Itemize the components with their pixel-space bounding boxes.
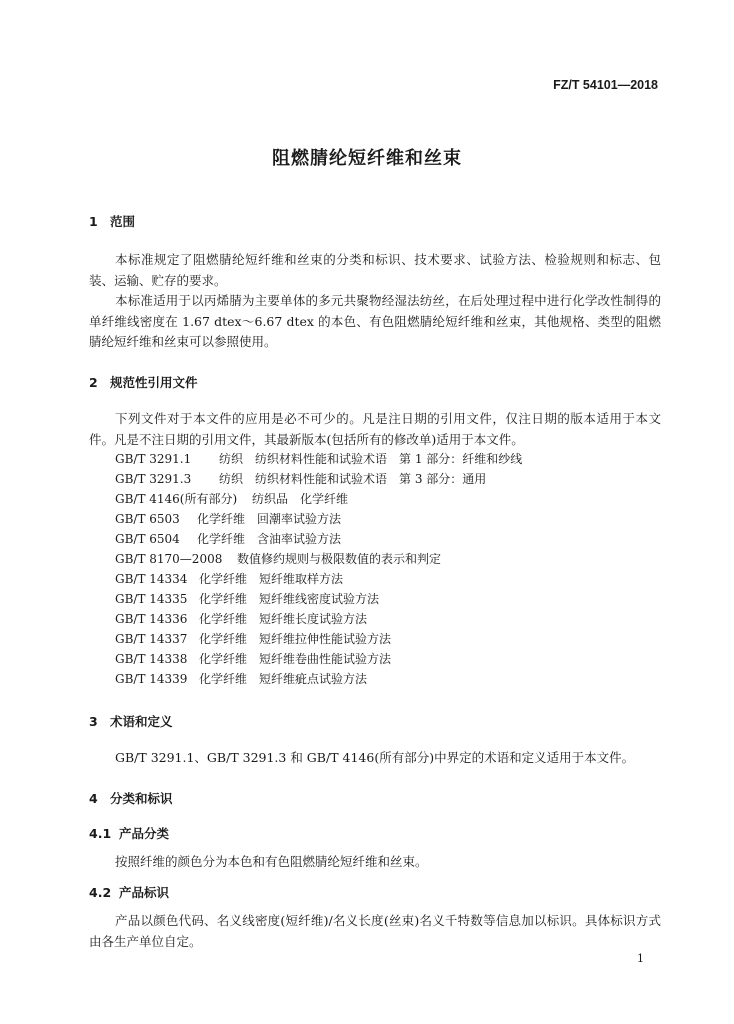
subsection-number: 4.1 <box>89 826 112 841</box>
subsection-title: 产品标识 <box>119 885 170 900</box>
reference-title: 纺织 纺织材料性能和试验术语 第 1 部分：纤维和纱线 <box>219 452 523 466</box>
reference-item <box>115 509 341 529</box>
reference-code: GB/T 3291.1 <box>115 452 192 466</box>
reference-code: GB/T 14338 <box>115 652 188 666</box>
reference-title: 化学纤维 短纤维取样方法 <box>199 572 344 586</box>
section-4-heading <box>89 789 173 807</box>
section-3-heading <box>89 712 173 730</box>
reference-title: 化学纤维 含油率试验方法 <box>197 532 342 546</box>
reference-item <box>115 589 379 609</box>
reference-title: 纺织 纺织材料性能和试验术语 第 3 部分：通用 <box>219 472 487 486</box>
section-number: 3 <box>89 714 98 729</box>
reference-code: GB/T 8170—2008 <box>115 552 223 566</box>
section-title: 分类和标识 <box>110 791 173 806</box>
reference-code: GB/T 14334 <box>115 572 188 586</box>
reference-item <box>115 529 341 549</box>
section-1-paragraph-1: 本标准规定了阻燃腈纶短纤维和丝束的分类和标识、技术要求、试验方法、检验规则和标志、包装、运输、贮存的要求。 <box>89 252 661 288</box>
reference-code: GB/T 14335 <box>115 592 188 606</box>
reference-item <box>115 489 348 509</box>
subsection-4-2-heading <box>89 883 169 901</box>
section-title: 规范性引用文件 <box>110 375 198 390</box>
subsection-4-1-heading <box>89 824 169 842</box>
section-number: 1 <box>89 214 98 229</box>
reference-item <box>115 449 522 469</box>
reference-title: 化学纤维 回潮率试验方法 <box>197 512 342 526</box>
subsection-number: 4.2 <box>89 885 112 900</box>
reference-code: GB/T 4146(所有部分) <box>115 492 238 506</box>
reference-item <box>115 649 391 669</box>
reference-code: GB/T 6503 <box>115 512 180 526</box>
section-3-paragraph: GB/T 3291.1、GB/T 3291.3 和 GB/T 4146(所有部分)中界定的术语和定义适用于本文件。 <box>115 750 635 765</box>
section-2-intro: 下列文件对于本文件的应用是必不可少的。凡是注日期的引用文件，仅注日期的版本适用于本文件。凡是不注日期的引用文件，其最新版本(包括所有的修改单)适用于本文件。 <box>89 411 661 447</box>
subsection-4-2-paragraph: 产品以颜色代码、名义线密度(短纤维)/名义长度(丝束)名义千特数等信息加以标识。具体标识方式由各生产单位自定。 <box>89 913 661 949</box>
reference-item <box>115 609 367 629</box>
section-1-heading <box>89 212 135 230</box>
reference-title: 化学纤维 短纤维长度试验方法 <box>199 612 368 626</box>
reference-item <box>115 469 486 489</box>
document-title: 阻燃腈纶短纤维和丝束 <box>272 148 462 169</box>
section-title: 术语和定义 <box>110 714 173 729</box>
reference-code: GB/T 3291.3 <box>115 472 192 486</box>
section-1-paragraph-2: 本标准适用于以丙烯腈为主要单体的多元共聚物经湿法纺丝，在后处理过程中进行化学改性制得的单纤维线密度在 1.67 dtex～6.67 dtex 的本色、有色阻燃腈纶短纤维和丝束，其他规格、类型的阻燃腈纶短纤维和丝束可以参照使用。 <box>89 293 661 349</box>
section-title: 范围 <box>110 214 136 229</box>
reference-item <box>115 569 343 589</box>
reference-title: 纺织品 化学纤维 <box>252 492 349 506</box>
subsection-title: 产品分类 <box>119 826 170 841</box>
reference-item <box>115 669 367 689</box>
reference-code: GB/T 14337 <box>115 632 188 646</box>
reference-title: 化学纤维 短纤维卷曲性能试验方法 <box>199 652 392 666</box>
standard-code: FZ/T 54101—2018 <box>553 78 658 92</box>
section-2-heading <box>89 373 198 391</box>
reference-code: GB/T 6504 <box>115 532 180 546</box>
reference-title: 化学纤维 短纤维线密度试验方法 <box>199 592 380 606</box>
reference-code: GB/T 14339 <box>115 672 188 686</box>
reference-title: 化学纤维 短纤维拉伸性能试验方法 <box>199 632 392 646</box>
subsection-4-1-paragraph: 按照纤维的颜色分为本色和有色阻燃腈纶短纤维和丝束。 <box>115 854 428 869</box>
reference-code: GB/T 14336 <box>115 612 188 626</box>
page-number: 1 <box>637 952 644 965</box>
reference-item <box>115 629 391 649</box>
reference-title: 数值修约规则与极限数值的表示和判定 <box>237 552 442 566</box>
section-number: 4 <box>89 791 98 806</box>
reference-title: 化学纤维 短纤维疵点试验方法 <box>199 672 368 686</box>
section-number: 2 <box>89 375 98 390</box>
reference-item <box>115 549 441 569</box>
